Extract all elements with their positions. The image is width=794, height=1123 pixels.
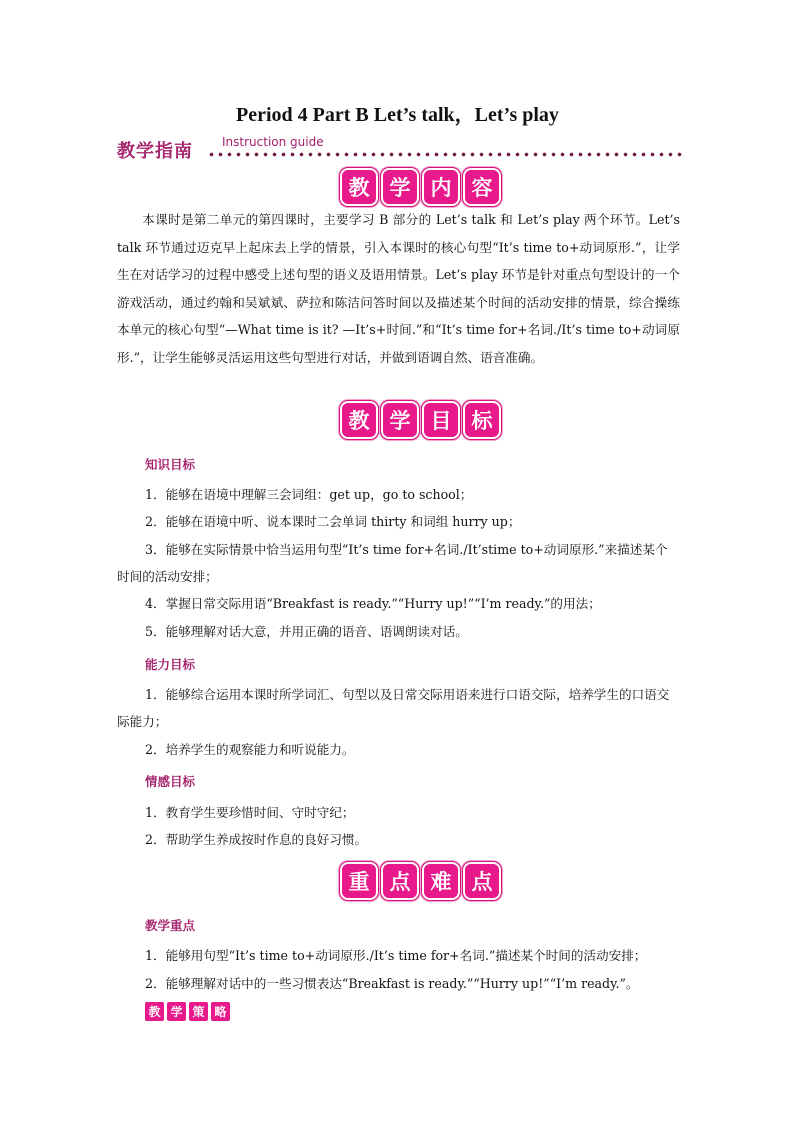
teaching-strategy-badge [145, 1002, 230, 1021]
teaching-content-badge [340, 168, 501, 206]
emotion-item: 1．教育学生要珍惜时间、守时守纪； [145, 805, 355, 820]
badge-char: 策 [189, 1002, 208, 1021]
ability-item: 2．培养学生的观察能力和听说能力。 [145, 742, 355, 757]
instruction-guide-header [117, 134, 682, 164]
knowledge-goals-heading: 知识目标 [145, 457, 196, 472]
focus-item: 2．能够理解对话中的一些习惯表达“Breakfast is ready.”“Hurry up!”“I’m ready.”。 [145, 976, 639, 991]
guide-title-cn: 教学指南 [117, 141, 193, 162]
badge-char: 略 [211, 1002, 230, 1021]
knowledge-item: 2．能够在语境中听、说本课时二会单词 thirty 和词组 hurry up； [145, 514, 521, 529]
badge-char: 教 [340, 401, 378, 439]
badge-char: 点 [381, 862, 419, 900]
badge-char: 教 [145, 1002, 164, 1021]
guide-title-en: Instruction guide [222, 135, 324, 149]
ability-goals-heading: 能力目标 [145, 657, 196, 672]
page-title: Period 4 Part B Let’s talk，Let’s play [236, 104, 559, 126]
knowledge-item: 5．能够理解对话大意，并用正确的语音、语调朗读对话。 [145, 624, 468, 639]
badge-char: 内 [422, 168, 460, 206]
teaching-focus-heading: 教学重点 [145, 918, 196, 933]
badge-char: 难 [422, 862, 460, 900]
badge-char: 标 [463, 401, 501, 439]
badge-char: 点 [463, 862, 501, 900]
dotted-divider [207, 152, 682, 157]
emotion-goals-heading: 情感目标 [145, 774, 196, 789]
badge-char: 学 [167, 1002, 186, 1021]
badge-char: 重 [340, 862, 378, 900]
knowledge-item: 1．能够在语境中理解三会词组：get up，go to school； [145, 487, 473, 502]
badge-char: 目 [422, 401, 460, 439]
focus-item: 1．能够用句型“It’s time to+动词原形./It’s time for+名词.”描述某个时间的活动安排； [145, 948, 647, 963]
key-points-badge [340, 862, 501, 900]
badge-char: 容 [463, 168, 501, 206]
badge-char: 学 [381, 168, 419, 206]
emotion-item: 2．帮助学生养成按时作息的良好习惯。 [145, 832, 368, 847]
badge-char: 学 [381, 401, 419, 439]
badge-char: 教 [340, 168, 378, 206]
ability-item: 1．能够综合运用本课时所学词汇、句型以及日常交际用语来进行口语交际，培养学生的口语交际能力； [117, 687, 670, 729]
knowledge-item: 4．掌握日常交际用语“Breakfast is ready.”“Hurry up!”“I’m ready.”的用法； [145, 596, 601, 611]
knowledge-item: 3．能够在实际情景中恰当运用句型“It’s time for+名词./It’stime to+动词原形.”来描述某个时间的活动安排； [117, 542, 668, 584]
teaching-content-paragraph: 本课时是第二单元的第四课时，主要学习 B 部分的 Let’s talk 和 Let’s play 两个环节。Let’s talk 环节通过迈克早上起床去上学的情景，引入本课时的核心句型“It’s time to+动词原形.”，让学生在对话学习的过程中感受上述句型的语义及语用情景。Let’s play 环节是针对重点句型设计的一个游戏活动，通过约翰和吴斌斌、萨拉和陈洁问答时间以及描述某个时间的活动安排的情景，综合操练本单元的核心句型“—What time is it? —It’s+时间.”和“It’s time for+名词./It’s time to+动词原形.”，让学生能够灵活运用这些句型进行对话，并做到语调自然、语音准确。 [117, 212, 680, 365]
teaching-goals-badge [340, 401, 501, 439]
